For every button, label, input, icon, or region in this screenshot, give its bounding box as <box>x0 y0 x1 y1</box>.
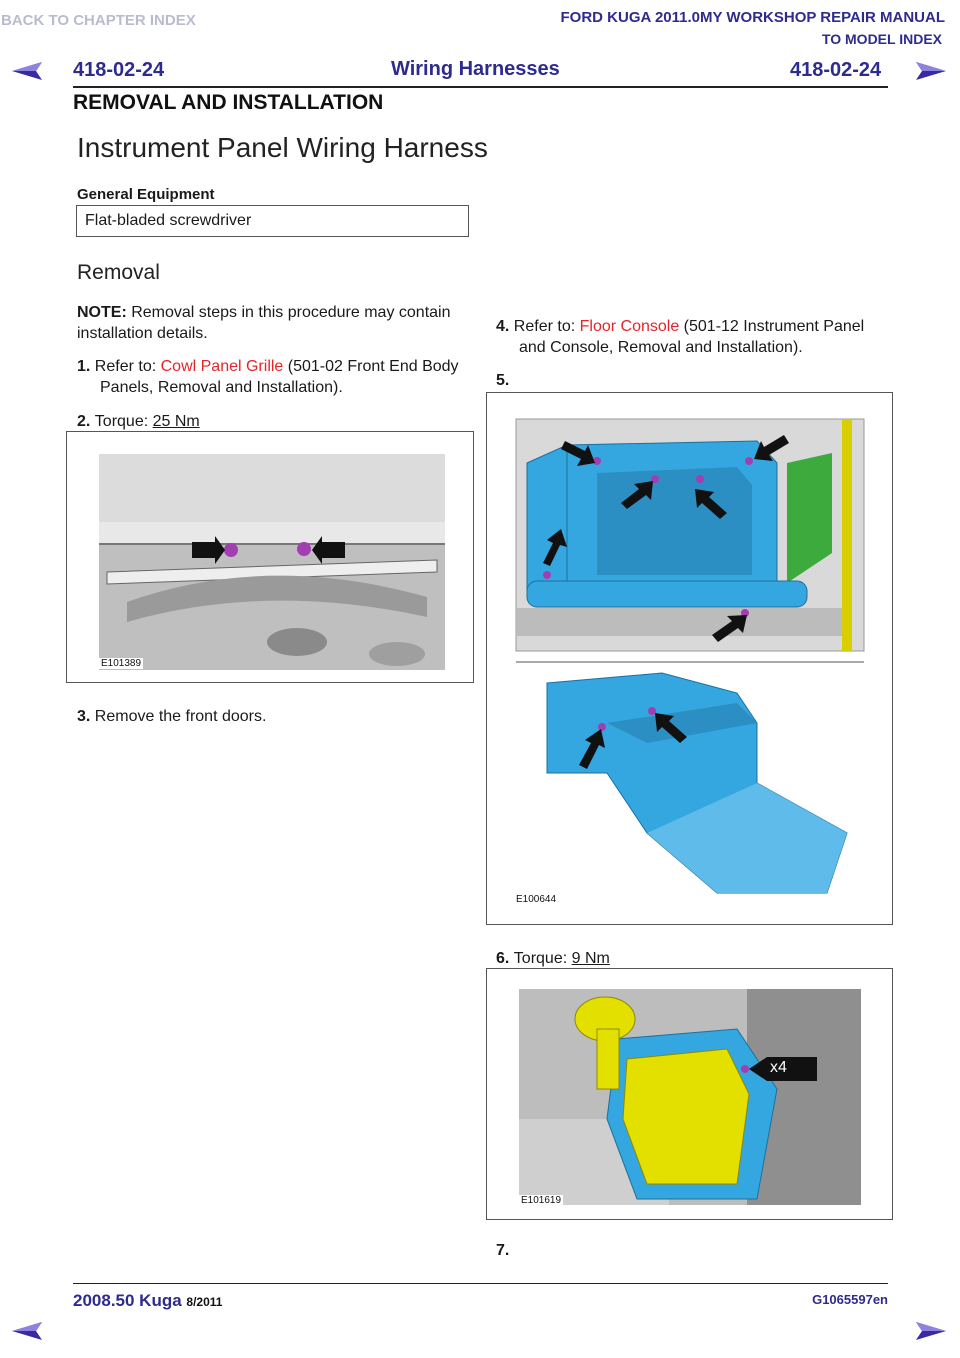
step-5-number: 5. <box>496 372 510 389</box>
equipment-item: Flat-bladed screwdriver <box>85 212 252 229</box>
step-2-prefix: Torque: <box>94 413 153 430</box>
step-1 <box>77 356 472 398</box>
footer-model-text: 2008.50 Kuga <box>73 1291 182 1310</box>
next-page-arrow-icon[interactable] <box>914 60 948 82</box>
step-4-prefix: Refer to: <box>513 318 580 335</box>
figure-console-bracket <box>486 392 893 925</box>
note-label: NOTE: <box>77 304 127 321</box>
step-7-number: 7. <box>496 1242 510 1259</box>
footer-model <box>73 1291 222 1311</box>
step-3-number: 3. <box>77 708 91 725</box>
step-1-number: 1. <box>77 358 91 375</box>
footer-rule <box>73 1283 888 1284</box>
step-6-prefix: Torque: <box>513 950 572 967</box>
step-1-suffix: (501-02 Front End Body Panels, Removal and Installation). <box>100 358 459 396</box>
figure-1-code: E101389 <box>101 658 142 669</box>
to-model-index-link[interactable]: TO MODEL INDEX <box>821 31 942 47</box>
cowl-panel-grille-link[interactable]: Cowl Panel Grille <box>160 358 284 375</box>
page-number-right: 418-02-24 <box>790 59 882 81</box>
step-4-suffix: (501-12 Instrument Panel and Console, Removal and Installation). <box>519 318 865 356</box>
figure-cowl-bolts <box>66 431 474 683</box>
step-4 <box>496 316 892 358</box>
torque-value: 25 Nm <box>152 413 200 430</box>
step-4-number: 4. <box>496 318 510 335</box>
equipment-heading: General Equipment <box>77 186 215 203</box>
floor-console-link[interactable]: Floor Console <box>579 318 680 335</box>
step-6-number: 6. <box>496 950 510 967</box>
step-5 <box>496 370 509 391</box>
header-rule <box>73 86 888 88</box>
footer-doc-id: G1065597en <box>812 1292 888 1307</box>
note-text: Removal steps in this procedure may contain installation details. <box>77 304 451 342</box>
removal-heading: Removal <box>77 261 160 284</box>
figure-gear-shifter <box>486 968 893 1220</box>
gear-shifter-illustration <box>487 969 892 1219</box>
step-2 <box>77 411 200 432</box>
equipment-table <box>76 205 469 237</box>
step-6 <box>496 948 610 969</box>
page-number-left: 418-02-24 <box>73 59 165 81</box>
step-3 <box>77 706 266 727</box>
footer-date: 8/2011 <box>186 1295 223 1309</box>
figure-2-code: E100644 <box>516 894 557 905</box>
next-page-arrow-bottom-icon[interactable] <box>914 1320 948 1342</box>
fastener-count-callout: x4 <box>770 1059 787 1076</box>
step-7 <box>496 1240 509 1261</box>
step-3-text: Remove the front doors. <box>94 708 267 725</box>
previous-page-arrow-icon[interactable] <box>10 60 44 82</box>
step-2-number: 2. <box>77 413 91 430</box>
console-bracket-illustration <box>487 393 892 924</box>
cowl-bolts-illustration <box>67 432 473 682</box>
back-to-chapter-index-link[interactable]: BACK TO CHAPTER INDEX <box>1 12 196 29</box>
previous-page-arrow-bottom-icon[interactable] <box>10 1320 44 1342</box>
section-heading: REMOVAL AND INSTALLATION <box>73 91 384 114</box>
note-paragraph <box>77 302 472 344</box>
figure-3-code: E101619 <box>521 1195 562 1206</box>
document-title: Instrument Panel Wiring Harness <box>77 132 488 163</box>
chapter-title: Wiring Harnesses <box>391 58 560 80</box>
manual-title: FORD KUGA 2011.0MY WORKSHOP REPAIR MANUAL <box>560 9 945 26</box>
torque-value-2: 9 Nm <box>571 950 610 967</box>
step-1-prefix: Refer to: <box>94 358 161 375</box>
